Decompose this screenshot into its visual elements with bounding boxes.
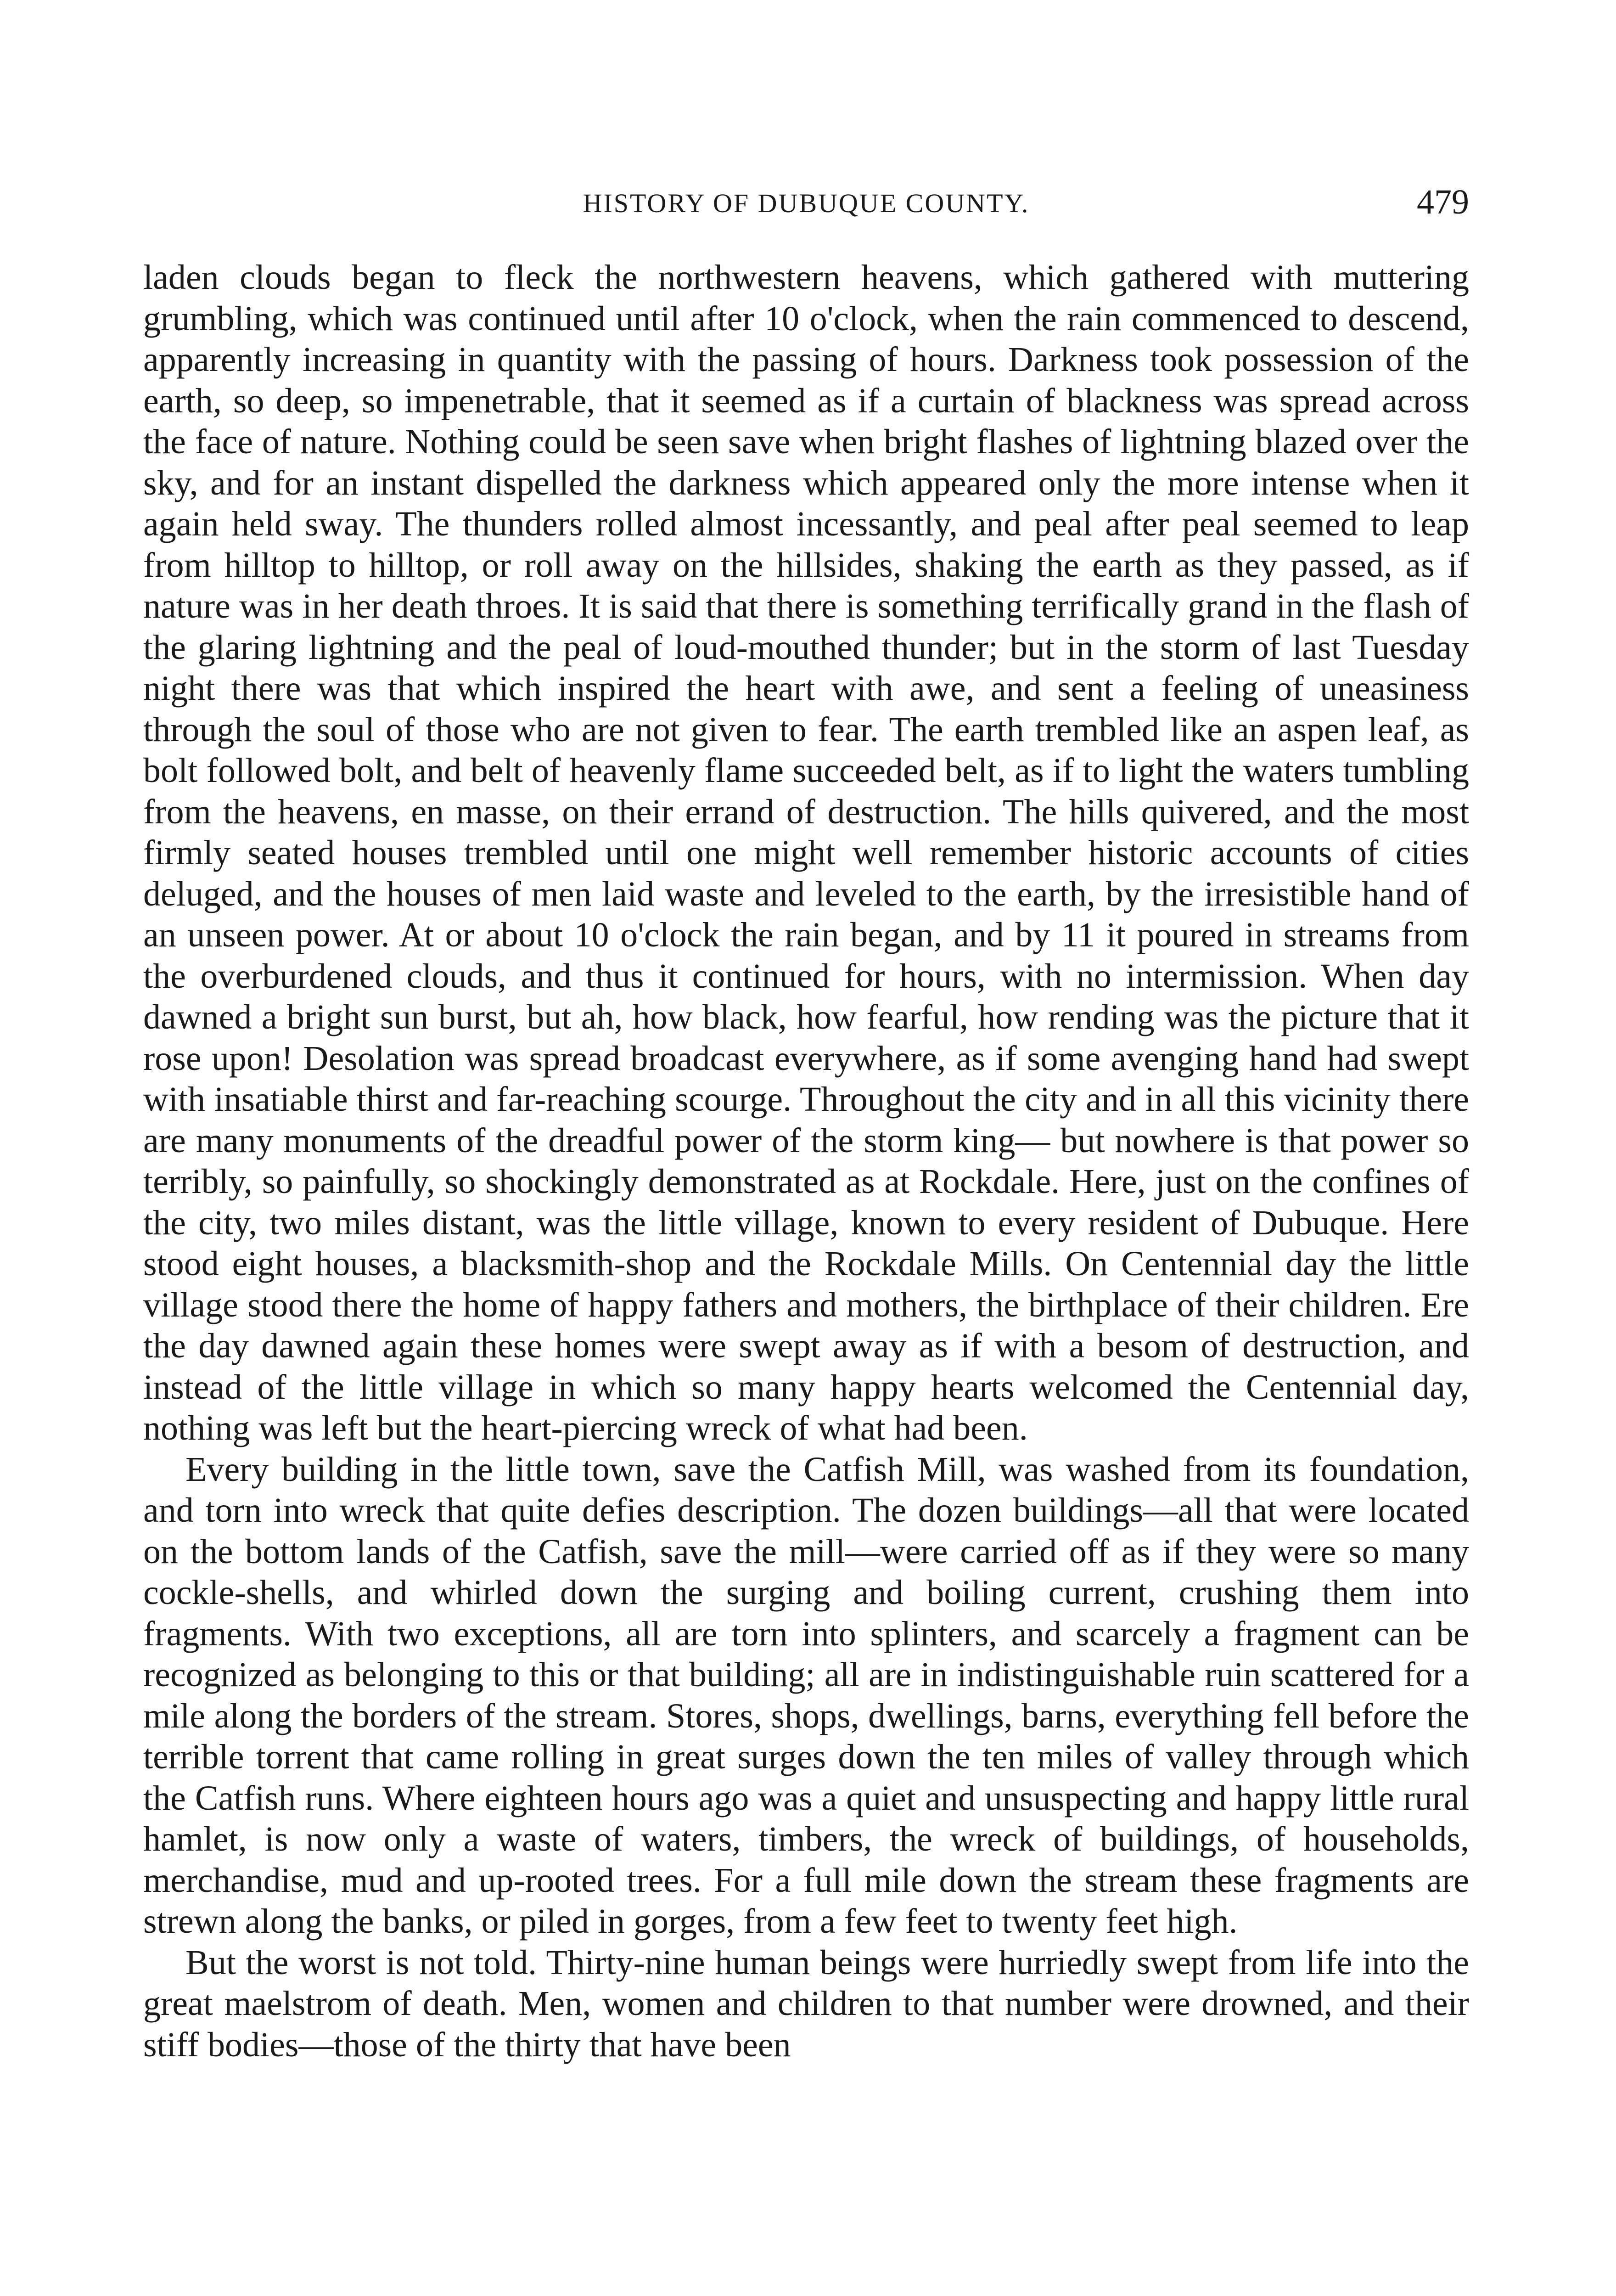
paragraph-storm: laden clouds began to fleck the northwestern heavens, which gathered with muttering grumbling, which was continued until after 10 o'clock, when the rain commenced to descend, apparently increasing in quantity with the passing of hours. Darkness took possession of the earth, so deep, so impenetrable, that it seemed as if a curtain of blackness was spread across the face of nature. Nothing could be seen save when bright flashes of lightning blazed over the sky, and for an instant dispelled the darkness which appeared only the more intense when it again held sway. The thunders rolled almost incessantly, and peal after peal seemed to leap from hilltop to hilltop, or roll away on the hillsides, shaking the earth as they passed, as if nature was in her death throes. It is said that there is something terrifically grand in the flash of the glaring lightning and the peal of loud-mouthed thunder; but in the storm of last Tuesday night there was that which inspired the heart with awe, and sent a feeling of uneasiness through the soul of those who are not given to fear. The earth trembled like an aspen leaf, as bolt followed bolt, and belt of heavenly flame succeeded belt, as if to light the waters tumbling from the heavens, en masse, on their errand of destruction. The hills quivered, and the most firmly seated houses trembled until one might well remember historic accounts of cities deluged, and the houses of men laid waste and leveled to the earth, by the irresistible hand of an unseen power. At or about 10 o'clock the rain began, and by 11 it poured in streams from the overburdened clouds, and thus it continued for hours, with no intermission. When day dawned a bright sun burst, but ah, how black, how fearful, how rending was the picture that it rose upon! Desolation was spread broadcast everywhere, as if some avenging hand had swept with insatiable thirst and far-reaching scourge. Throughout the city and in all this vicinity there are many monuments of the dreadful power of the storm king— but nowhere is that power so terribly, so painfully, so shockingly demonstrated as at Rockdale. Here, just on the confines of the city, two miles distant, was the little village, known to every resident of Dubuque. Here stood eight houses, a blacksmith-shop and the Rockdale Mills. On Centennial day the little village stood there the home of happy fathers and mothers, the birthplace of their children. Ere the day dawned again these homes were swept away as if with a besom of destruction, and instead of the little village in which so many happy hearts welcomed the Centennial day, nothing was left but the heart-piercing wreck of what had been.	[143, 258, 1469, 1447]
body-text	[143, 257, 1469, 2065]
header-title: HISTORY OF DUBUQUE COUNTY.	[583, 188, 1030, 218]
paragraph-casualties: But the worst is not told. Thirty-nine human beings were hurriedly swept from life into the great maelstrom of death. Men, women and children to that number were drowned, and their stiff bodies—those of the thirty that have been	[143, 1943, 1469, 2064]
paragraph-destruction: Every building in the little town, save the Catfish Mill, was washed from its foundation, and torn into wreck that quite defies description. The dozen buildings—all that were located on the bottom lands of the Catfish, save the mill—were carried off as if they were so many cockle-shells, and whirled down the surging and boiling current, crushing them into fragments. With two exceptions, all are torn into splinters, and scarcely a fragment can be recognized as belonging to this or that building; all are in indistinguishable ruin scattered for a mile along the borders of the stream. Stores, shops, dwellings, barns, everything fell before the terrible torrent that came rolling in great surges down the ten miles of valley through which the Catfish runs. Where eighteen hours ago was a quiet and unsuspecting and happy little rural hamlet, is now only a waste of waters, timbers, the wreck of buildings, of households, merchandise, mud and up-rooted trees. For a full mile down the stream these fragments are strewn along the banks, or piled in gorges, from a few feet to twenty feet high.	[143, 1450, 1469, 1941]
page-number: 479	[1417, 183, 1469, 221]
running-head	[143, 181, 1469, 223]
